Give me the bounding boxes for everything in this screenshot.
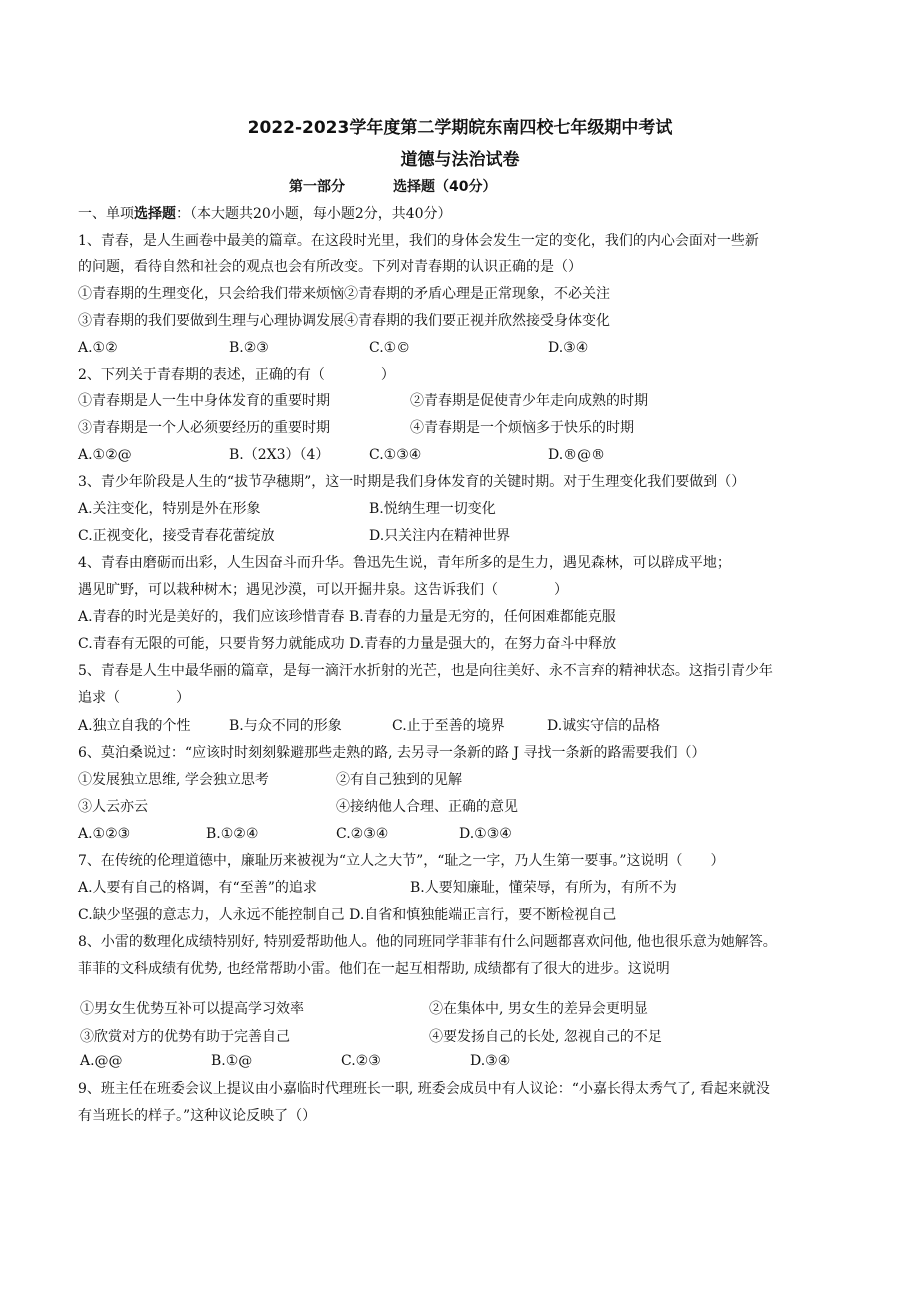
q1-statement-line1: ①青春期的生理变化，只会给我们带来烦恼②青春期的矛盾心理是正常现象，不必关注 (78, 286, 610, 302)
q3-option-d: D.只关注内在精神世界 (369, 528, 511, 544)
q3-option-b: B.悦纳生理一切变化 (369, 501, 496, 517)
q1-stem-line1: 1、青春，是人生画卷中最美的篇章。在这段时光里，我们的身体会发生一定的变化，我们的内心会面对一些新 (78, 233, 759, 249)
q8-stem-line2: 菲菲的文科成绩有优势, 也经常帮助小雷。他们在一起互相帮助, 成绩都有了很大的进步。这说明 (78, 961, 670, 977)
q2-statement-1: ①青春期是人一生中身体发育的重要时期 (78, 393, 330, 409)
instructions-keyword: 选择题 (134, 206, 176, 222)
q8-stem-line1: 8、小雷的数理化成绩特别好, 特别爱帮助他人。他的同班同学菲菲有什么问题都喜欢问他, 他也很乐意为她解答。 (78, 934, 777, 950)
q3-stem: 3、青少年阶段是人生的“拔节孕穗期”，这一时期是我们身体发育的关键时期。对于生理变化我们要做到（） (78, 474, 746, 490)
part-name: 选择题（40分） (393, 179, 497, 195)
q1-option-c: C.①© (369, 340, 411, 356)
q5-option-a: A.独立自我的个性 (78, 718, 191, 734)
q8-statement-3: ③欣赏对方的优势有助于完善自己 (80, 1029, 290, 1045)
instructions-suffix: ：（本大题共20小题，每小题2分，共40分） (176, 206, 452, 222)
q3-option-c: C.正视变化，接受青春花蕾绽放 (78, 528, 275, 544)
q6-statement-4: ④接纳他人合理、正确的意见 (336, 799, 518, 815)
q7-option-b: B.人要知廉耻，懂荣辱，有所为，有所不为 (410, 880, 677, 896)
q4-options-ab: A.青春的时光是美好的，我们应该珍惜青春 B.青春的力量是无穷的，任何困难都能克服 (78, 609, 616, 625)
q6-option-c: C.②③④ (336, 826, 389, 842)
q8-statement-4: ④要发扬自己的长处, 忽视自己的不足 (429, 1029, 662, 1045)
q6-statement-2: ②有自己独到的见解 (336, 772, 462, 788)
q1-stem-line2: 的问题，看待自然和社会的观点也会有所改变。下列对青春期的认识正确的是（） (78, 259, 582, 275)
q2-option-c: C.①③④ (369, 447, 422, 463)
q7-stem: 7、在传统的伦理道德中，廉耻历来被视为“立人之大节”，“耻之一字，乃人生第一要事。”这说明（ ） (78, 853, 725, 869)
q4-options-cd: C.青春有无限的可能，只要肯努力就能成功 D.青春的力量是强大的，在努力奋斗中释放 (78, 636, 617, 652)
q2-statement-2: ②青春期是促使青少年走向成熟的时期 (410, 393, 648, 409)
q5-option-d: D.诚实守信的品格 (547, 718, 661, 734)
q2-stem: 2、下列关于青春期的表述，正确的有（ ） (78, 367, 395, 383)
q2-option-a: A.①②@ (78, 447, 132, 463)
q2-statement-3: ③青春期是一个人必须要经历的重要时期 (78, 420, 330, 436)
q8-statement-2: ②在集体中, 男女生的差异会更明显 (429, 1001, 648, 1017)
instructions (78, 205, 452, 223)
q5-option-b: B.与众不同的形象 (229, 718, 342, 734)
q6-option-d: D.①③④ (459, 826, 512, 842)
q8-option-a: A.@@ (80, 1053, 123, 1069)
q8-option-d: D.③④ (470, 1053, 511, 1069)
q8-option-c: C.②③ (341, 1053, 381, 1069)
q7-option-a: A.人要有自己的格调，有“至善”的追求 (78, 880, 317, 896)
q5-stem-line2: 追求（ ） (78, 690, 190, 706)
q5-stem-line1: 5、青春是人生中最华丽的篇章，是每一滴汗水折射的光芒，也是向往美好、永不言弃的精神状态。这指引青少年 (78, 663, 773, 679)
q6-option-b: B.①②④ (206, 826, 259, 842)
q3-option-a: A.关注变化，特别是外在形象 (78, 501, 261, 517)
q1-option-b: B.②③ (229, 340, 269, 356)
q2-statement-4: ④青春期是一个烦恼多于快乐的时期 (410, 420, 634, 436)
q8-option-b: B.①@ (211, 1053, 253, 1069)
q9-stem-line2: 有当班长的样子。”这种议论反映了（） (78, 1108, 317, 1124)
q1-option-d: D.③④ (548, 340, 589, 356)
q5-option-c: C.止于至善的境界 (392, 718, 505, 734)
exam-title: 2022-2023学年度第二学期皖东南四校七年级期中考试 (247, 118, 673, 138)
q6-statement-1: ①发展独立思维, 学会独立思考 (78, 772, 269, 788)
q6-option-a: A.①②③ (78, 826, 131, 842)
q4-stem-line2: 遇见旷野，可以栽种树木；遇见沙漠，可以开掘井泉。这告诉我们（ ） (78, 582, 568, 598)
part-label: 第一部分 (289, 179, 345, 195)
q2-option-b: B.（2X3）（4） (229, 447, 330, 463)
exam-subtitle: 道德与法治试卷 (400, 150, 520, 170)
q1-option-a: A.①② (78, 340, 118, 356)
q6-statement-3: ③人云亦云 (78, 799, 148, 815)
q8-statement-1: ①男女生优势互补可以提高学习效率 (80, 1001, 304, 1017)
q1-statement-line2: ③青春期的我们要做到生理与心理协调发展④青春期的我们要正视并欣然接受身体变化 (78, 313, 610, 329)
q2-option-d: D.®@® (548, 447, 606, 463)
q9-stem-line1: 9、班主任在班委会议上提议由小嘉临时代理班长一职, 班委会成员中有人议论：“小嘉长得太秀气了, 看起来就没 (78, 1081, 770, 1097)
q7-options-cd: C.缺少坚强的意志力，人永远不能控制自己 D.自省和慎独能端正言行，要不断检视自己 (78, 907, 617, 923)
q4-stem-line1: 4、青春由磨砺而出彩，人生因奋斗而升华。鲁迅先生说，青年所多的是生力，遇见森林，可以辟成平地； (78, 555, 731, 571)
q6-stem: 6、莫泊桑说过：“应该时时刻刻躲避那些走熟的路, 去另寻一条新的路 J 寻找一条新的路需要我们（） (78, 745, 706, 761)
instructions-prefix: 一、单项 (78, 206, 134, 222)
